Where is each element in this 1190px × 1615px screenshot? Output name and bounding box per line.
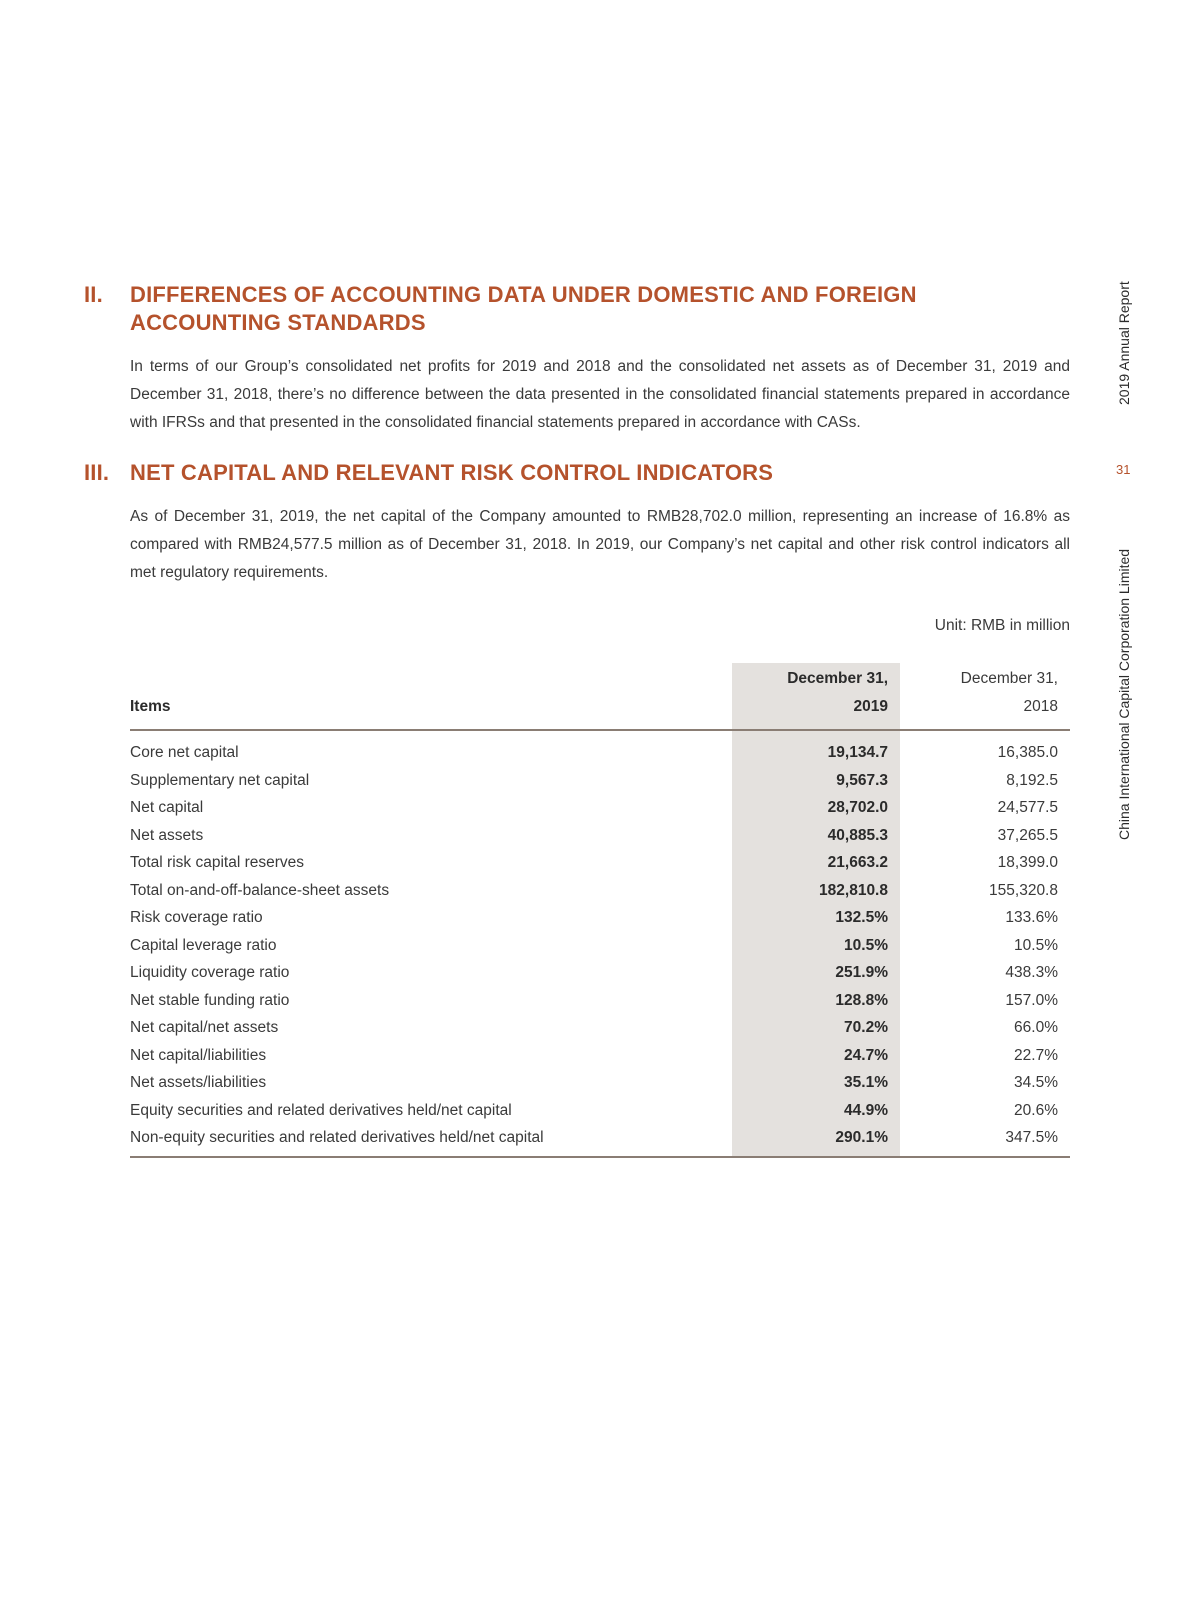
table-row <box>130 932 1070 960</box>
row-value-2018: 16,385.0 <box>997 744 1058 761</box>
table-row <box>130 822 1070 850</box>
row-value-2019: 9,567.3 <box>836 771 888 789</box>
section-title: DIFFERENCES OF ACCOUNTING DATA UNDER DOMESTIC AND FOREIGN ACCOUNTING STANDARDS <box>130 282 917 335</box>
row-value-2019: 70.2% <box>844 1019 888 1036</box>
row-value-2019: 128.8% <box>835 991 888 1009</box>
header-2019-line1: December 31, <box>787 670 888 687</box>
row-value-2019: 19,134.7 <box>827 744 888 761</box>
net-capital-table <box>130 663 1070 1158</box>
row-item: Total risk capital reserves <box>130 854 305 871</box>
section-heading <box>84 281 1070 337</box>
row-item: Net capital <box>130 799 204 816</box>
row-item: Net capital/liabilities <box>130 1046 267 1064</box>
section-net-capital <box>84 459 1070 587</box>
row-item: Net stable funding ratio <box>130 991 290 1009</box>
row-value-2018: 20.6% <box>1014 1101 1058 1119</box>
row-value-2018: 66.0% <box>1014 1019 1058 1036</box>
table-row <box>130 1042 1070 1070</box>
table-row <box>130 794 1070 822</box>
table-row <box>130 730 1070 767</box>
row-value-2019: 290.1% <box>732 1124 900 1157</box>
row-item: Core net capital <box>130 744 239 761</box>
section-number: II. <box>84 282 103 307</box>
row-value-2018: 22.7% <box>1014 1046 1058 1064</box>
table-header-row <box>130 663 1070 730</box>
row-value-2018: 133.6% <box>1005 909 1058 926</box>
row-value-2019: 28,702.0 <box>827 799 888 816</box>
row-value-2019: 24.7% <box>844 1046 888 1064</box>
row-value-2018: 34.5% <box>1014 1074 1058 1091</box>
row-value-2019: 44.9% <box>844 1101 888 1119</box>
row-item: Net assets/liabilities <box>130 1074 267 1091</box>
table-row <box>130 1069 1070 1097</box>
row-value-2018: 157.0% <box>1005 991 1058 1009</box>
table-row <box>130 987 1070 1015</box>
row-value-2019: 132.5% <box>835 909 888 926</box>
row-item: Non-equity securities and related derivatives held/net capital <box>130 1124 732 1157</box>
row-value-2018: 37,265.5 <box>997 826 1058 844</box>
row-value-2019: 182,810.8 <box>819 881 888 899</box>
header-2019 <box>732 663 900 730</box>
row-value-2018: 18,399.0 <box>997 854 1058 871</box>
section-paragraph: In terms of our Group’s consolidated net profits for 2019 and 2018 and the consolidated net assets as of December 31, 2019 and December 31, 2018, there’s no difference between the data presented in the consolidated financial statements prepared in accordance with IFRSs and that presented in the consolidated financial statements prepared in accordance with CASs. <box>130 358 1070 431</box>
section-heading <box>84 459 1070 487</box>
table-row <box>130 1097 1070 1125</box>
table-row <box>130 767 1070 795</box>
row-value-2018: 24,577.5 <box>997 799 1058 816</box>
table-unit-label: Unit: RMB in million <box>934 617 1070 634</box>
header-2019-line2: 2019 <box>853 698 888 715</box>
sidebar-report-title: 2019 Annual Report <box>1116 281 1132 405</box>
row-value-2019: 21,663.2 <box>827 854 888 871</box>
row-value-2019: 40,885.3 <box>827 826 888 844</box>
section-paragraph: As of December 31, 2019, the net capital of the Company amounted to RMB28,702.0 million, representing an increase of 16.8% as compared with RMB24,577.5 million as of December 31, 2018. In 2019, our Company’s net capital and other risk control indicators all met regulatory requirements. <box>130 508 1070 581</box>
header-2018 <box>900 663 1070 730</box>
row-value-2018: 155,320.8 <box>989 881 1058 899</box>
row-value-2018: 10.5% <box>1014 936 1058 954</box>
table-row <box>130 1014 1070 1042</box>
row-value-2019: 35.1% <box>844 1074 888 1091</box>
section-differences-accounting-data <box>84 281 1070 437</box>
indicator-table <box>130 663 1070 1158</box>
row-value-2018: 8,192.5 <box>1006 771 1058 789</box>
header-2018-line2: 2018 <box>1023 698 1058 715</box>
row-item: Equity securities and related derivatives held/net capital <box>130 1101 512 1119</box>
table-row <box>130 959 1070 987</box>
section-number: III. <box>84 460 110 485</box>
row-value-2019: 251.9% <box>835 964 888 981</box>
row-item: Capital leverage ratio <box>130 936 277 954</box>
row-value-2019: 10.5% <box>844 936 888 954</box>
row-item: Total on-and-off-balance-sheet assets <box>130 881 390 899</box>
header-2018-line1: December 31, <box>960 670 1058 687</box>
row-item: Risk coverage ratio <box>130 909 263 926</box>
sidebar-company-name: China International Capital Corporation Limited <box>1116 548 1132 840</box>
table-row <box>130 904 1070 932</box>
row-item: Net assets <box>130 826 204 844</box>
table-row <box>130 877 1070 905</box>
section-title: NET CAPITAL AND RELEVANT RISK CONTROL INDICATORS <box>130 460 774 485</box>
row-value-2018: 438.3% <box>1005 964 1058 981</box>
table-body <box>130 730 1070 1157</box>
row-item: Liquidity coverage ratio <box>130 964 290 981</box>
row-item: Supplementary net capital <box>130 771 310 789</box>
header-items: Items <box>130 663 732 730</box>
page-number: 31 <box>1116 462 1131 477</box>
row-value-2018: 347.5% <box>900 1124 1070 1157</box>
table-row <box>130 849 1070 877</box>
row-item: Net capital/net assets <box>130 1019 279 1036</box>
table-row <box>130 1124 1070 1157</box>
